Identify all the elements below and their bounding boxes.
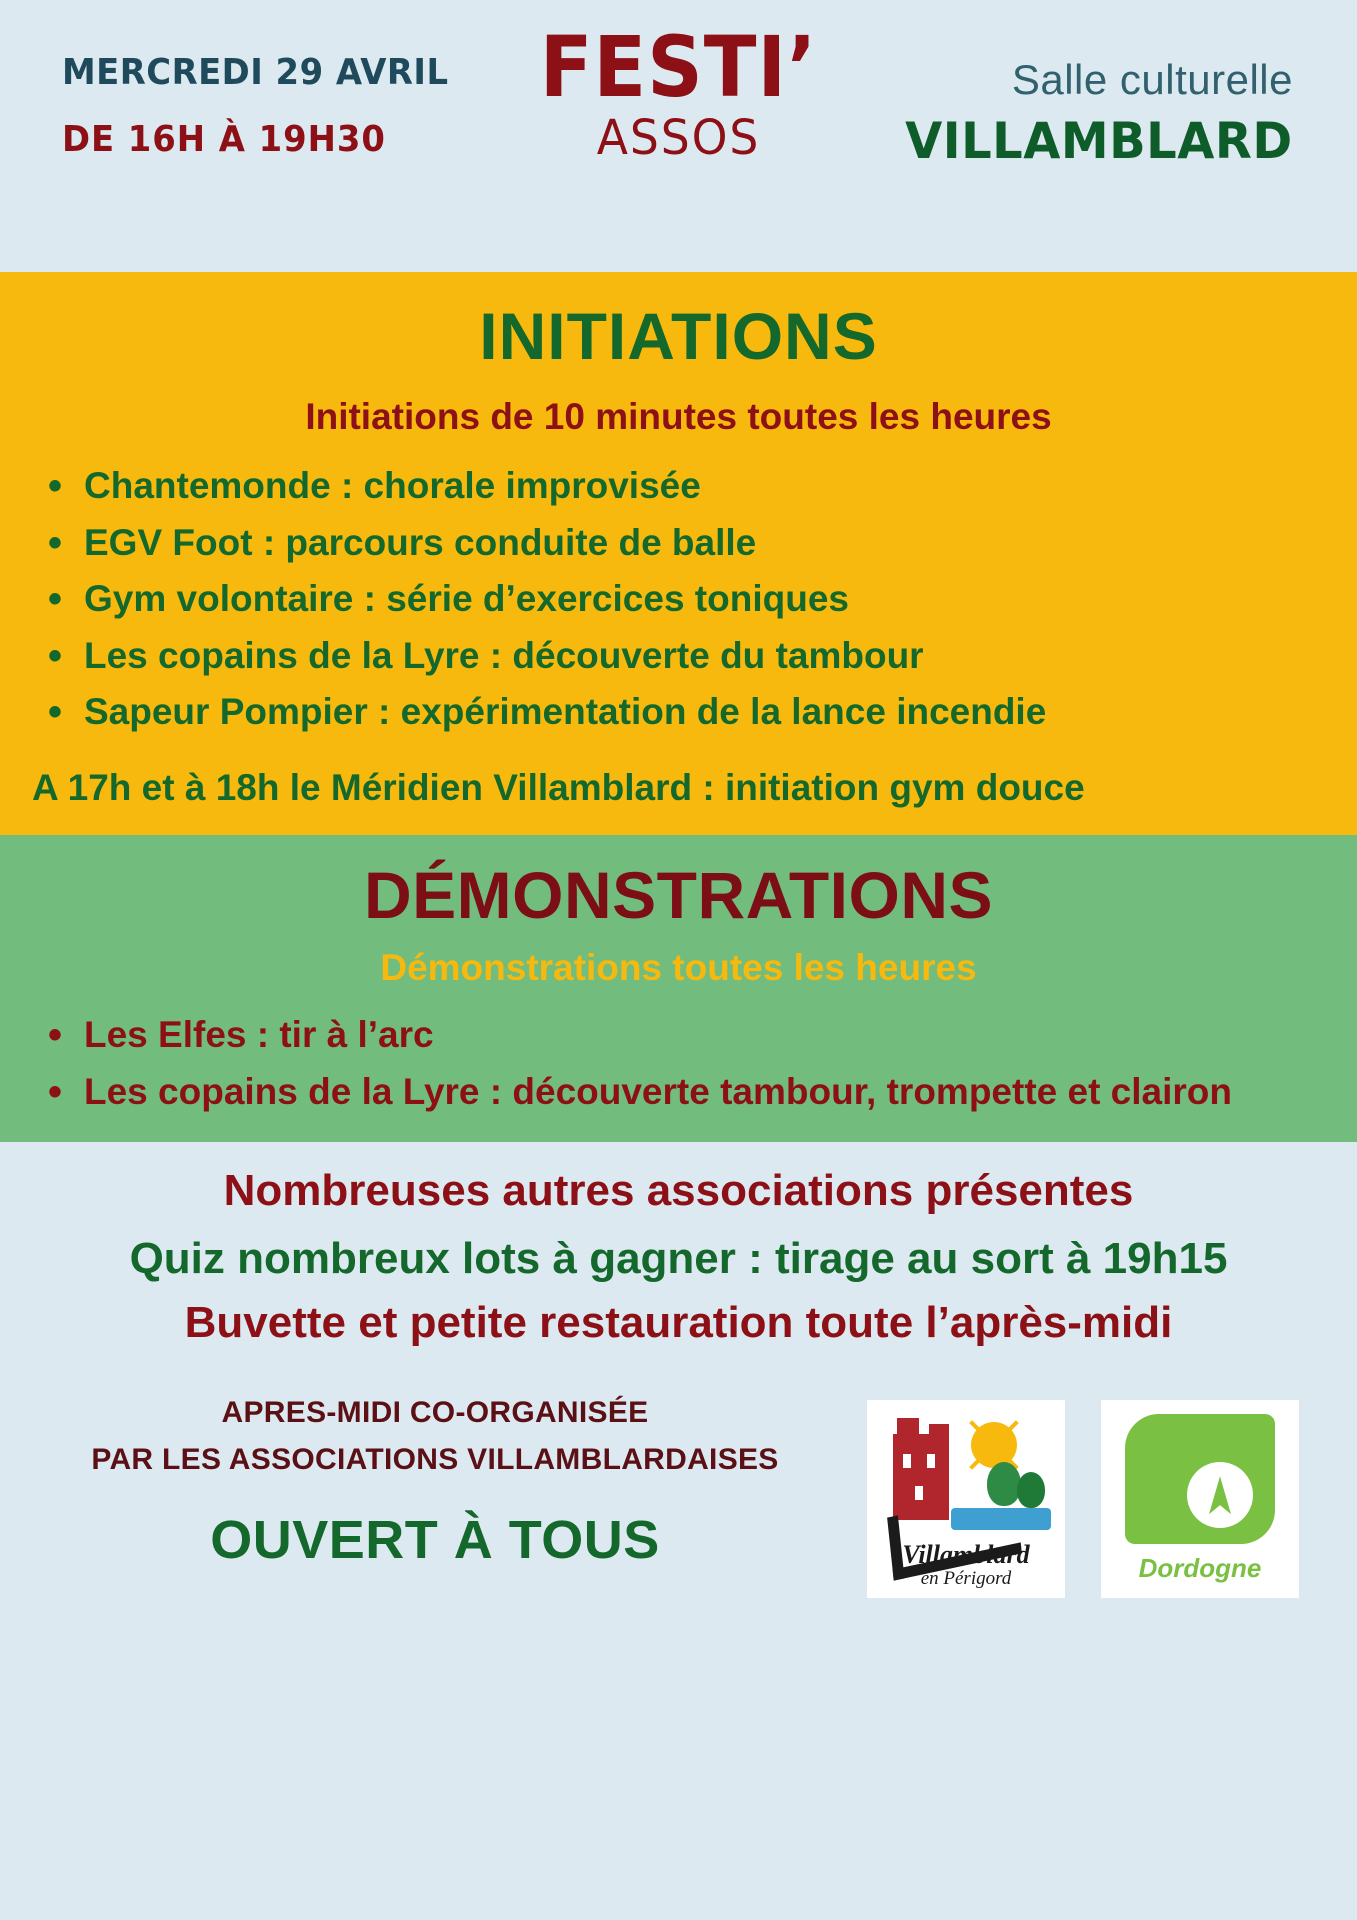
event-date-block — [62, 52, 482, 160]
event-logo-main: FESTI’ — [539, 18, 818, 116]
window-icon — [927, 1454, 935, 1468]
initiations-note: A 17h et à 18h le Méridien Villamblard : initiation gym douce — [32, 767, 1085, 809]
initiations-subtitle: Initiations de 10 minutes toutes les heures — [305, 396, 1052, 437]
window-icon — [915, 1486, 923, 1500]
initiations-title: INITIATIONS — [479, 299, 878, 373]
window-icon — [903, 1454, 911, 1468]
event-date-day: MERCREDI 29 AVRIL — [62, 52, 449, 93]
venue-type: Salle culturelle — [1011, 56, 1293, 103]
demonstrations-subtitle: Démonstrations toutes les heures — [380, 947, 977, 989]
dordogne-shape-icon — [1125, 1414, 1275, 1544]
tree-icon — [1017, 1472, 1045, 1508]
list-item: • Les Elfes : tir à l’arc — [38, 1007, 1357, 1064]
footer-logos — [867, 1400, 1299, 1598]
poster-header — [0, 0, 1357, 272]
dordogne-logo — [1101, 1400, 1299, 1598]
section-demonstrations — [0, 835, 1357, 1142]
list-item: • Gym volontaire : série d’exercices toniques — [38, 571, 1357, 628]
sun-icon — [971, 1422, 1017, 1468]
villamblard-logo — [867, 1400, 1065, 1598]
closing-line-buvette: Buvette et petite restauration toute l’après-midi — [184, 1298, 1173, 1348]
list-item: • Les copains de la Lyre : découverte du tambour — [38, 628, 1357, 685]
demonstrations-title: DÉMONSTRATIONS — [363, 858, 994, 933]
section-initiations — [0, 272, 1357, 835]
list-item: • EGV Foot : parcours conduite de balle — [38, 515, 1357, 572]
villamblard-logo-name: Villamblard — [902, 1540, 1030, 1570]
closing-line-associations: Nombreuses autres associations présentes — [223, 1166, 1134, 1216]
footer-text-block — [0, 1390, 870, 1571]
poster-footer — [0, 1348, 1357, 1920]
event-logo-sub: ASSOS — [596, 109, 761, 166]
section-closing — [0, 1142, 1357, 1348]
venue-city: VILLAMBLARD — [905, 112, 1293, 170]
venue-block — [889, 56, 1293, 170]
initiations-list — [0, 458, 1357, 741]
footer-organizer-line2: PAR LES ASSOCIATIONS VILLAMBLARDAISES — [91, 1442, 779, 1476]
footer-organizer-line1: APRES-MIDI CO-ORGANISÉE — [221, 1396, 649, 1430]
footer-open-to-all: OUVERT À TOUS — [210, 1510, 660, 1571]
dordogne-logo-name: Dordogne — [1138, 1553, 1262, 1584]
list-item: • Chantemonde : chorale improvisée — [38, 458, 1357, 515]
list-item: • Les copains de la Lyre : découverte tambour, trompette et clairon — [38, 1064, 1357, 1121]
demonstrations-list — [0, 1007, 1357, 1120]
event-date-time: DE 16H À 19H30 — [62, 119, 386, 160]
closing-line-quiz: Quiz nombreux lots à gagner : tirage au sort à 19h15 — [129, 1234, 1228, 1284]
list-item: • Sapeur Pompier : expérimentation de la lance incendie — [38, 684, 1357, 741]
villamblard-logo-sub: en Périgord — [920, 1568, 1012, 1590]
